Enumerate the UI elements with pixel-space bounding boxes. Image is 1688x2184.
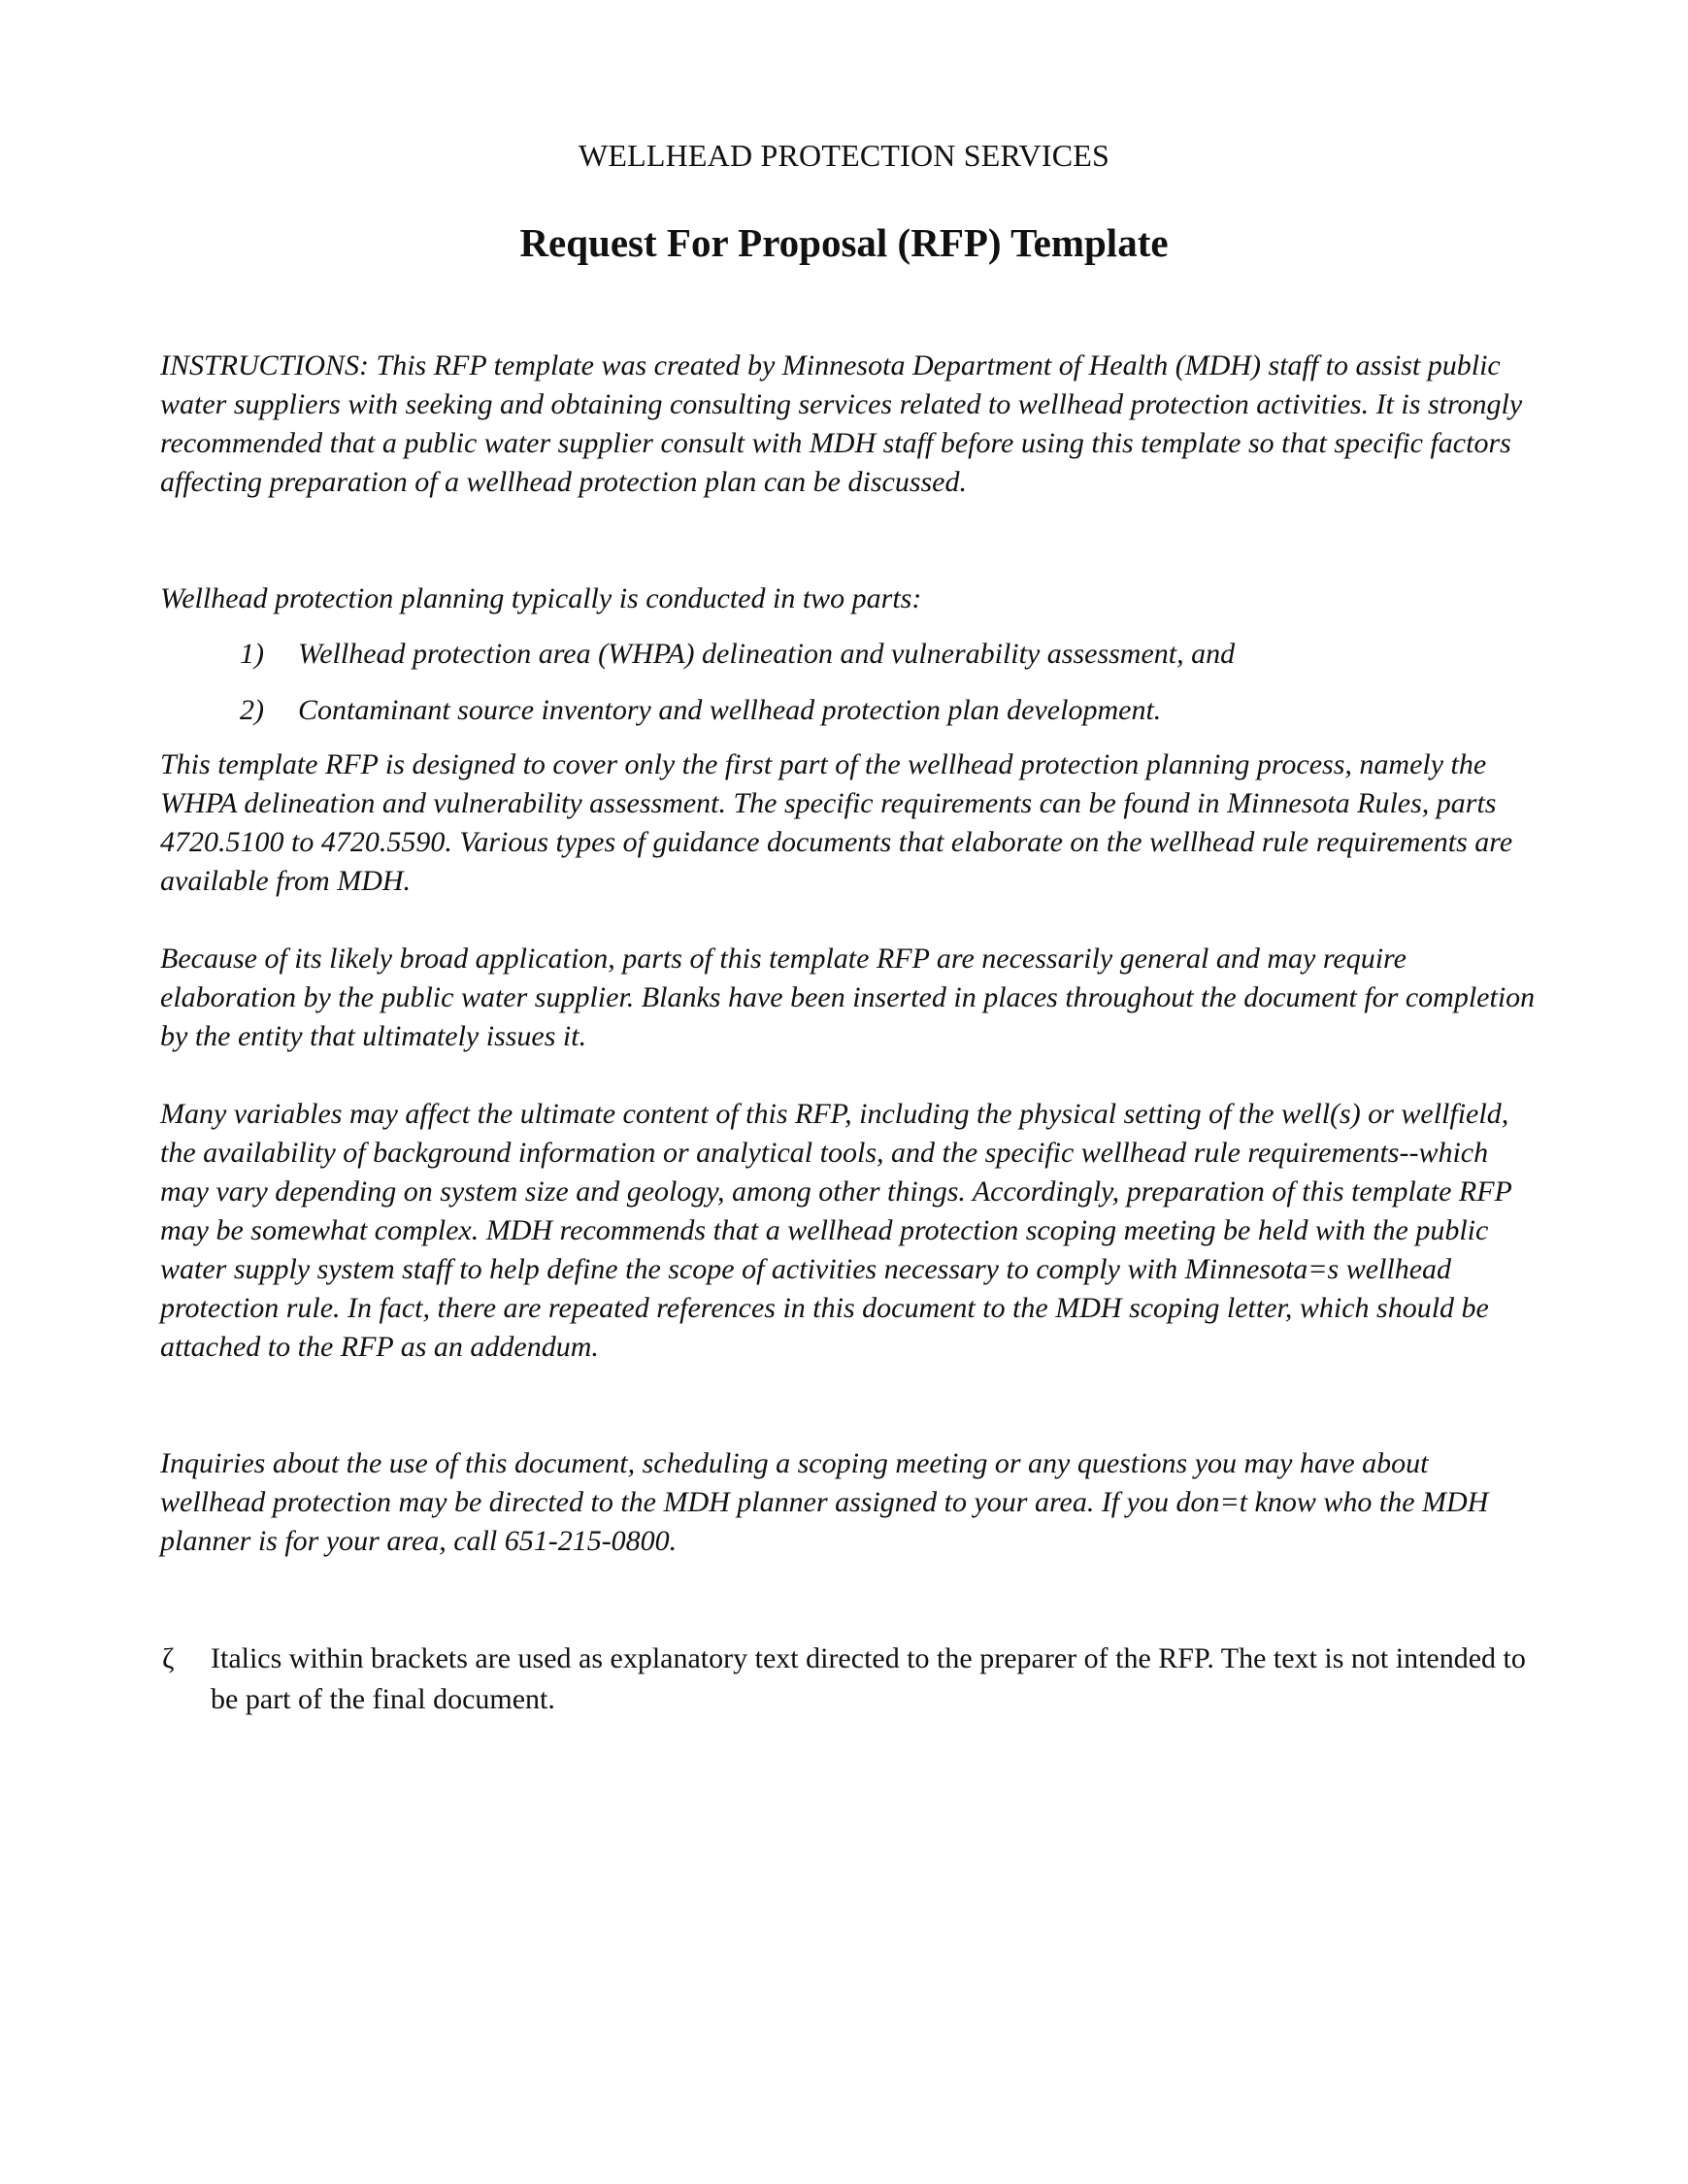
list-item-text: Wellhead protection area (WHPA) delineation and vulnerability assessment, and xyxy=(298,638,1236,670)
application-paragraph: Because of its likely broad application, parts of this template RFP are necessarily general and may require elaboration by the public water supplier. Blanks have been inserted in places throughout the document for completion by the entity that ultimately issues it. xyxy=(160,943,1536,1052)
list-item-text: Contaminant source inventory and wellhead protection plan development. xyxy=(298,694,1162,726)
note-text: Italics within brackets are used as explanatory text directed to the preparer of the RFP. The text is not intended to be part of the final document. xyxy=(211,1642,1526,1715)
inquiries-paragraph: Inquiries about the use of this document, scheduling a scoping meeting or any questions you may have about wellhead protection may be directed to the MDH planner assigned to your area. If you don=t know who the MDH planner is for your area, call 651-215-0800. xyxy=(160,1447,1489,1557)
list-item xyxy=(240,691,1502,730)
italics-note xyxy=(160,1638,1539,1720)
list-item-number: 1) xyxy=(240,638,264,670)
list-item-number: 2) xyxy=(240,694,264,726)
instructions-paragraph: INSTRUCTIONS: This RFP template was created by Minnesota Department of Health (MDH) staff to assist public water suppliers with seeking and obtaining consulting services related to wellhead protection activities. It is strongly recommended that a public water supplier consult with MDH staff before using this template so that specific factors affecting preparation of a wellhead protection plan can be discussed. xyxy=(160,349,1523,498)
variables-paragraph: Many variables may affect the ultimate content of this RFP, including the physical setting of the well(s) or wellfield, the availability of background information or analytical tools, and the specific wellhead rule requirements--which may vary depending on system size and geology, among other things. Accordingly, preparation of this template RFP may be somewhat complex. MDH recommends that a wellhead protection scoping meeting be held with the public water supply system staff to help define the scope of activities necessary to comply with Minnesota=s wellhead protection rule. In fact, there are repeated references in this document to the MDH scoping letter, which should be attached to the RFP as an addendum. xyxy=(160,1098,1512,1363)
scope-paragraph: This template RFP is designed to cover only the first part of the wellhead protection planning process, namely the WHPA delineation and vulnerability assessment. The specific requirements can be found in Minnesota Rules, parts 4720.5100 to 4720.5590. Various types of guidance documents that elaborate on the wellhead rule requirements are available from MDH. xyxy=(160,748,1513,897)
list-item xyxy=(240,635,1502,674)
planning-intro: Wellhead protection planning typically is conducted in two parts: xyxy=(160,582,922,614)
bullet-icon: ζ xyxy=(162,1642,175,1674)
document-title: Request For Proposal (RFP) Template xyxy=(519,220,1169,265)
document-header: WELLHEAD PROTECTION SERVICES xyxy=(578,138,1109,173)
